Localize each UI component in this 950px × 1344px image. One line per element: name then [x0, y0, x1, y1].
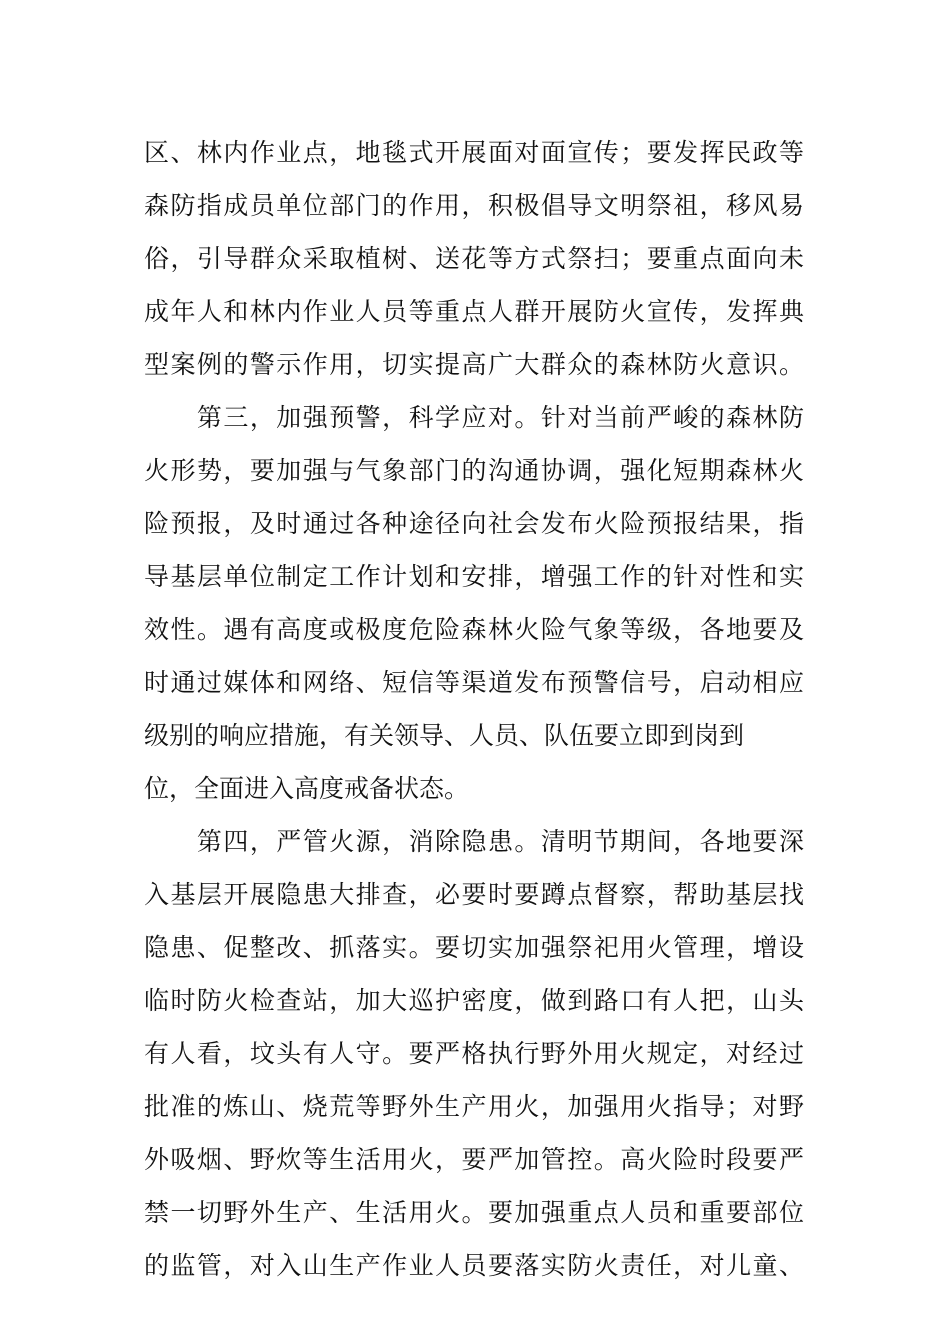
- text-line: 级别的响应措施，有关领导、人员、队伍要立即到岗到: [144, 721, 745, 750]
- text-line: 第三，加强预警，科学应对。针对当前严峻的森林防: [144, 403, 804, 432]
- text-line: 区、林内作业点，地毯式开展面对面宣传；要发挥民政等: [144, 138, 804, 167]
- text-line: 批准的炼山、烧荒等野外生产用火，加强用火指导；对野: [144, 1092, 804, 1121]
- text-line: 临时防火检查站，加大巡护密度，做到路口有人把，山头: [144, 986, 804, 1015]
- text-line: 时通过媒体和网络、短信等渠道发布预警信号，启动相应: [144, 668, 804, 697]
- text-line: 入基层开展隐患大排查，必要时要蹲点督察，帮助基层找: [144, 880, 804, 909]
- text-line: 森防指成员单位部门的作用，积极倡导文明祭祖，移风易: [144, 191, 804, 220]
- text-line: 导基层单位制定工作计划和安排，增强工作的针对性和实: [144, 562, 804, 591]
- text-line: 火形势，要加强与气象部门的沟通协调，强化短期森林火: [144, 456, 804, 485]
- text-line: 有人看，坟头有人守。要严格执行野外用火规定，对经过: [144, 1039, 804, 1068]
- text-line: 的监管，对入山生产作业人员要落实防火责任，对儿童、: [144, 1251, 804, 1280]
- text-line: 第四，严管火源，消除隐患。清明节期间，各地要深: [144, 827, 804, 856]
- text-line: 隐患、促整改、抓落实。要切实加强祭祀用火管理，增设: [144, 933, 804, 962]
- text-line: 效性。遇有高度或极度危险森林火险气象等级，各地要及: [144, 615, 804, 644]
- text-line: 险预报，及时通过各种途径向社会发布火险预报结果，指: [144, 509, 804, 538]
- text-line: 位，全面进入高度戒备状态。: [144, 774, 470, 803]
- text-line: 禁一切野外生产、生活用火。要加强重点人员和重要部位: [144, 1198, 804, 1227]
- text-line: 成年人和林内作业人员等重点人群开展防火宣传，发挥典: [144, 297, 804, 326]
- text-line: 俗，引导群众采取植树、送花等方式祭扫；要重点面向未: [144, 244, 804, 273]
- text-line: 型案例的警示作用，切实提高广大群众的森林防火意识。: [144, 350, 804, 379]
- text-line: 外吸烟、野炊等生活用火，要严加管控。高火险时段要严: [144, 1145, 804, 1174]
